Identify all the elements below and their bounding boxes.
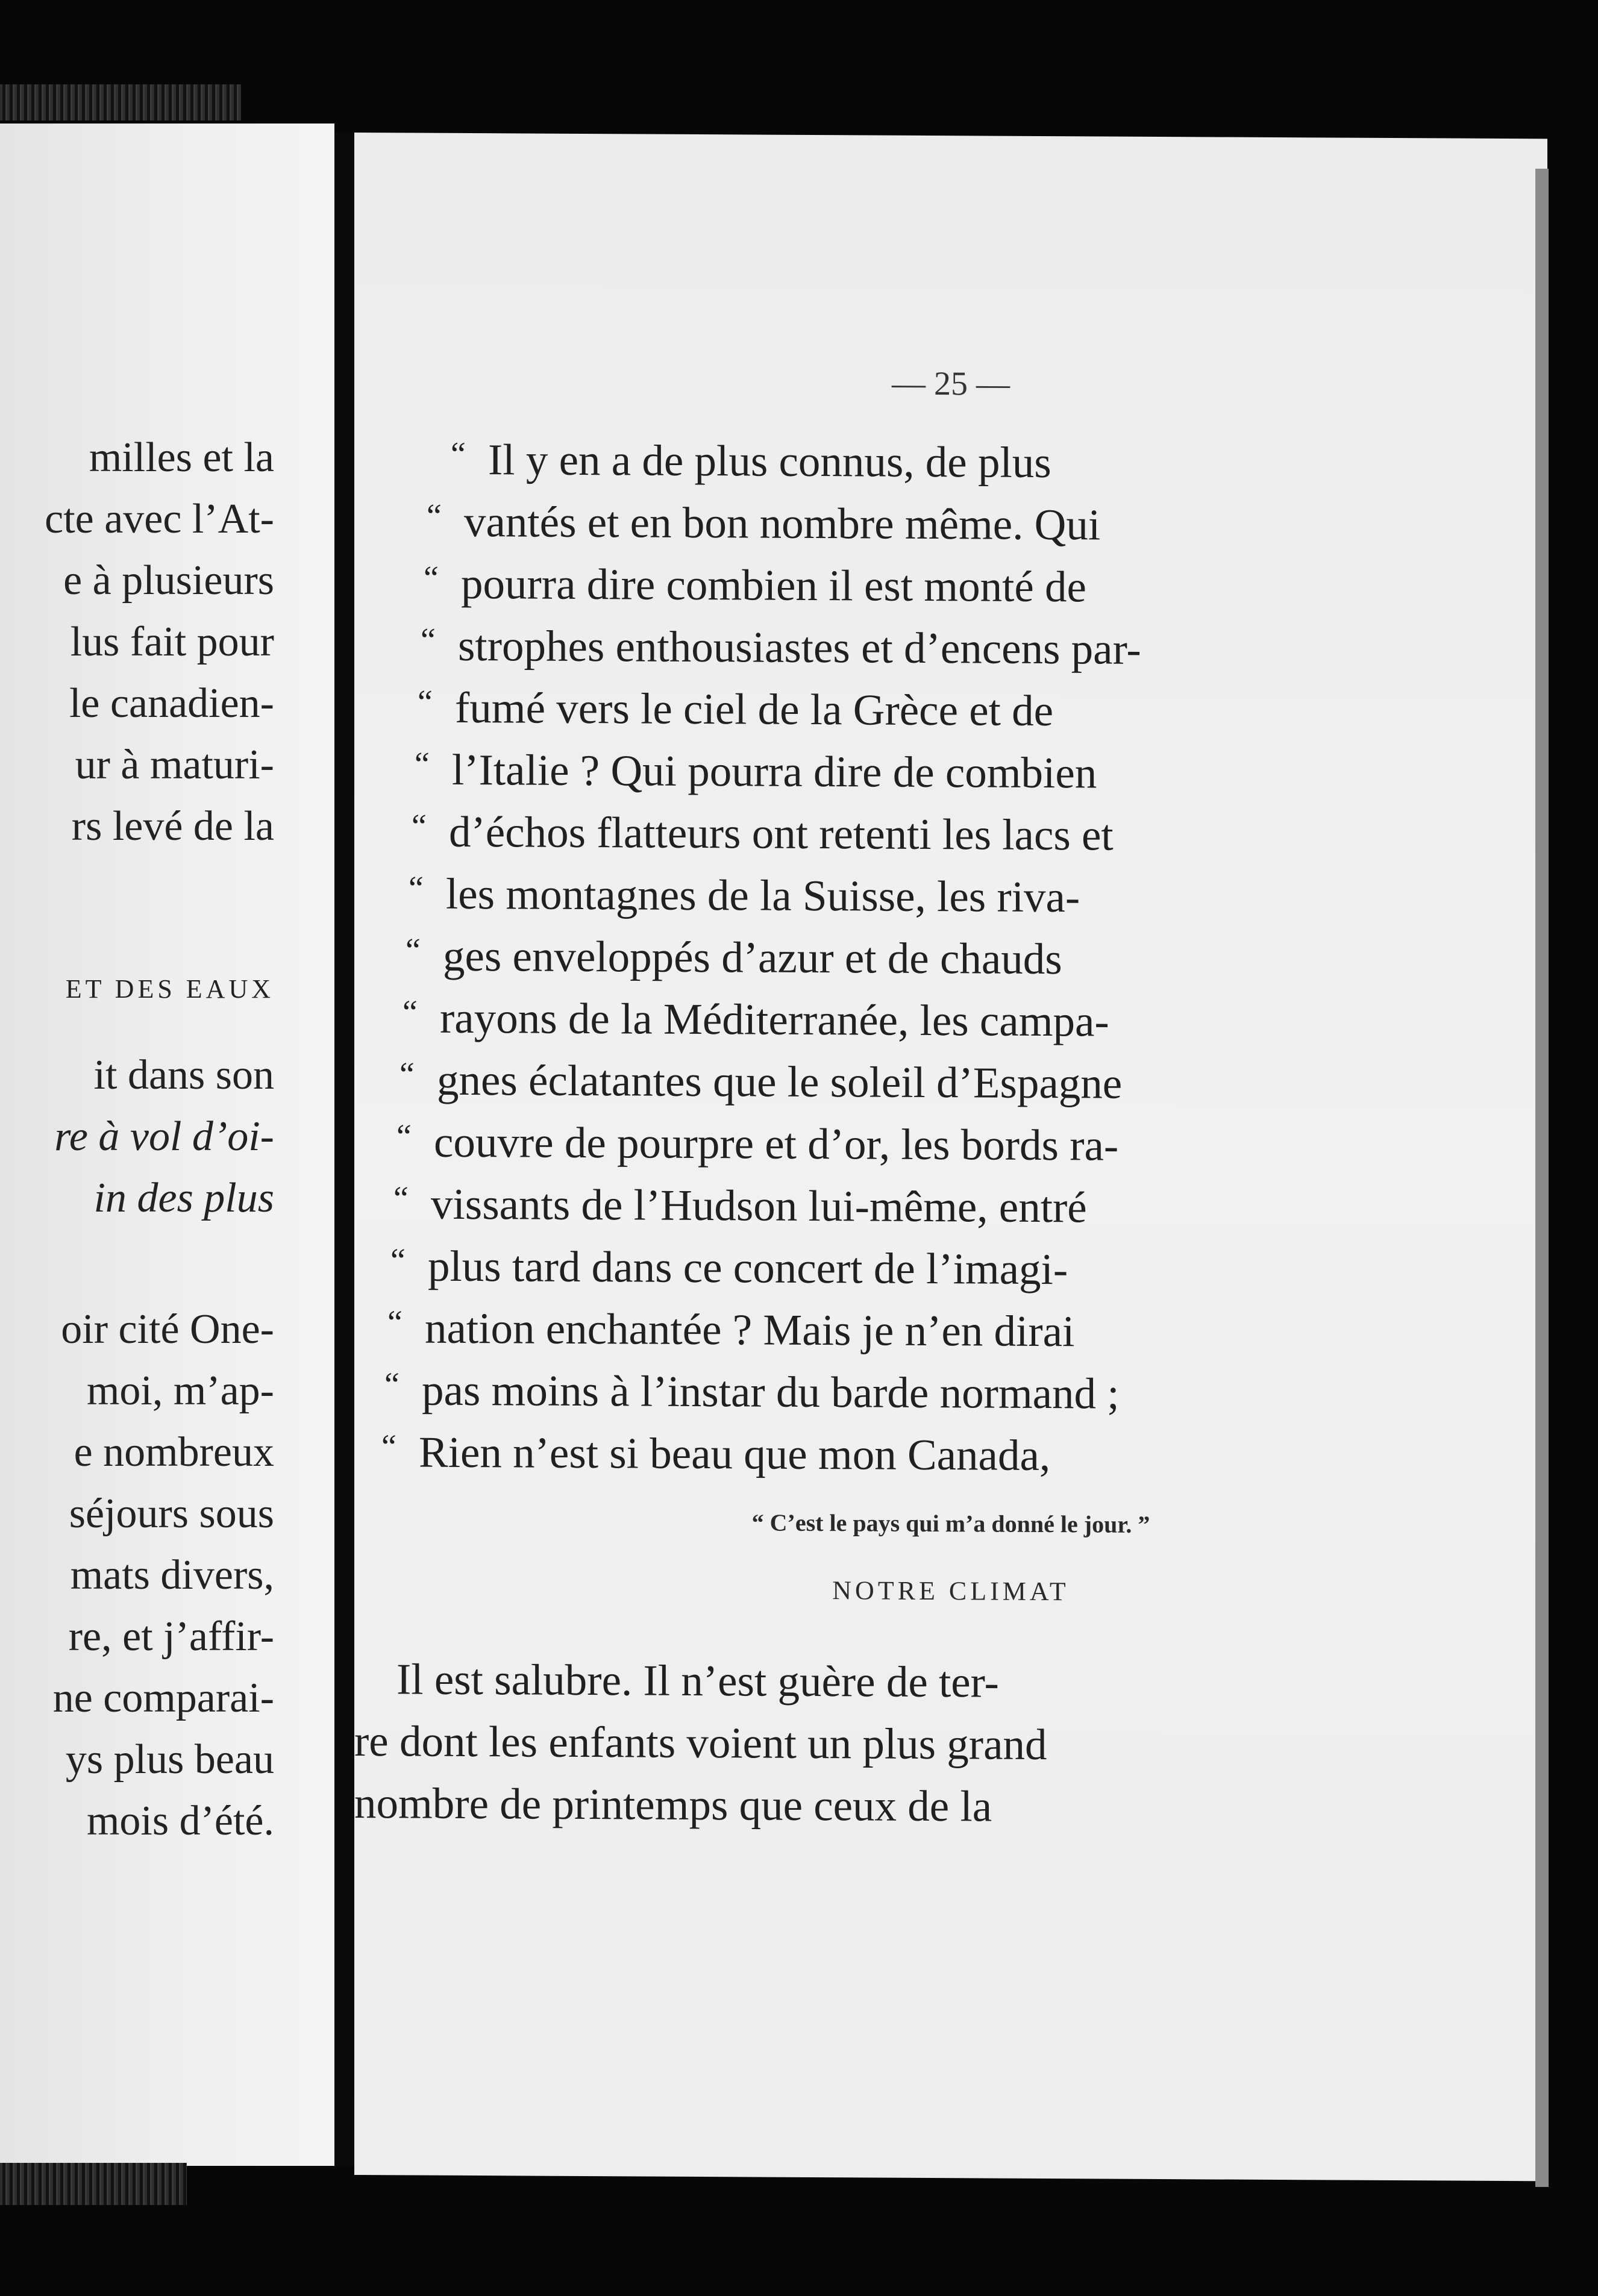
left-line: re, et j’affir- (68, 1613, 274, 1660)
paragraph-line: Il est salubre. Il n’est guère de ter- (396, 1654, 999, 1707)
quote-text: d’échos flatteurs ont retenti les lacs et (449, 807, 1114, 860)
paragraph-line: re dont les enfants voient un plus grand (354, 1716, 1047, 1769)
left-line: lus fait pour (70, 619, 274, 665)
quote-mark: “ (406, 931, 421, 969)
quote-line (381, 1427, 1051, 1480)
quote-line (396, 1117, 1119, 1170)
quote-line (412, 807, 1114, 860)
left-line: moi, m’ap- (86, 1368, 274, 1414)
verse-citation: “ C’est le pays qui m’a donné le jour. ” (751, 1509, 1150, 1538)
left-line: ne comparai- (52, 1675, 274, 1721)
quote-mark: “ (427, 497, 442, 535)
quote-line (421, 621, 1141, 674)
left-line: rs levé de la (71, 803, 274, 849)
quote-mark: “ (381, 1428, 396, 1466)
quote-text: pourra dire combien il est monté de (461, 558, 1086, 612)
quote-text: nation enchantée ? Mais je n’en dirai (425, 1303, 1075, 1356)
quote-line (403, 993, 1109, 1046)
quote-text: strophes enthousiastes et d’encens par- (458, 621, 1141, 674)
quote-line (384, 1365, 1120, 1418)
left-line: mois d’été. (86, 1798, 274, 1844)
quote-mark: “ (390, 1242, 406, 1280)
quote-mark: “ (421, 621, 436, 659)
quote-mark: “ (418, 683, 433, 721)
quote-text: couvre de pourpre et d’or, les bords ra- (434, 1117, 1119, 1170)
quote-text: Il y en a de plus connus, de plus (488, 435, 1051, 487)
left-line: milles et la (89, 434, 274, 481)
quote-text: rayons de la Méditerranée, les campa- (440, 993, 1109, 1046)
quote-line (406, 931, 1062, 984)
book-spine (334, 133, 355, 2166)
left-line: cte avec l’At- (45, 496, 274, 542)
quote-text: vissants de l’Hudson lui-même, entré (431, 1179, 1087, 1232)
quote-text: les montagnes de la Suisse, les riva- (446, 869, 1080, 922)
section-heading: NOTRE CLIMAT (832, 1575, 1070, 1607)
left-line: re à vol d’oi- (54, 1113, 274, 1160)
film-strip-bottom (0, 2163, 187, 2205)
left-line: e à plusieurs (63, 557, 274, 604)
left-line: it dans son (93, 1052, 274, 1098)
quote-mark: “ (424, 559, 439, 597)
left-line: ys plus beau (65, 1736, 274, 1783)
left-line: ur à maturi- (75, 742, 274, 788)
quote-text: vantés et en bon nombre même. Qui (464, 496, 1101, 549)
quote-mark: “ (400, 1056, 415, 1093)
page-number: — 25 — (892, 364, 1010, 403)
quote-text: fumé vers le ciel de la Grèce et de (455, 683, 1054, 736)
quote-mark: “ (396, 1118, 412, 1156)
left-line: le canadien- (69, 680, 274, 727)
quote-text: pas moins à l’instar du barde normand ; (422, 1365, 1120, 1418)
quote-mark: “ (451, 435, 466, 473)
quote-line (393, 1179, 1087, 1232)
paragraph-line: nombre de printemps que ceux de la (354, 1778, 992, 1831)
quote-mark: “ (393, 1180, 409, 1218)
quote-line (415, 745, 1097, 798)
quote-text: ges enveloppés d’azur et de chauds (443, 931, 1062, 984)
quote-mark: “ (409, 869, 424, 907)
quote-line (424, 558, 1086, 612)
quote-mark: “ (415, 745, 430, 783)
left-line: in des plus (93, 1175, 274, 1221)
left-line: oir cité One- (61, 1306, 274, 1353)
film-strip-top (0, 84, 241, 120)
quote-line (427, 496, 1101, 549)
quote-text: plus tard dans ce concert de l’imagi- (428, 1241, 1068, 1294)
right-page (354, 133, 1547, 2181)
quote-line (451, 435, 1051, 487)
left-heading: ET DES EAUX (65, 974, 274, 1004)
left-line: e nombreux (74, 1429, 274, 1475)
quote-mark: “ (412, 807, 427, 845)
left-page (0, 124, 334, 2166)
left-line: mats divers, (70, 1552, 274, 1598)
quote-mark: “ (387, 1304, 403, 1342)
quote-line (400, 1055, 1123, 1108)
quote-text: gnes éclatantes que le soleil d’Espagne (437, 1055, 1123, 1108)
quote-line (409, 869, 1080, 922)
left-line: séjours sous (69, 1491, 274, 1537)
quote-line (390, 1241, 1068, 1294)
page-edge (1535, 169, 1549, 2187)
quote-mark: “ (384, 1366, 400, 1404)
quote-text: l’Italie ? Qui pourra dire de combien (452, 745, 1097, 798)
quote-mark: “ (403, 993, 418, 1031)
quote-line (418, 683, 1054, 736)
quote-text: Rien n’est si beau que mon Canada, (419, 1427, 1051, 1480)
quote-line (387, 1303, 1075, 1356)
